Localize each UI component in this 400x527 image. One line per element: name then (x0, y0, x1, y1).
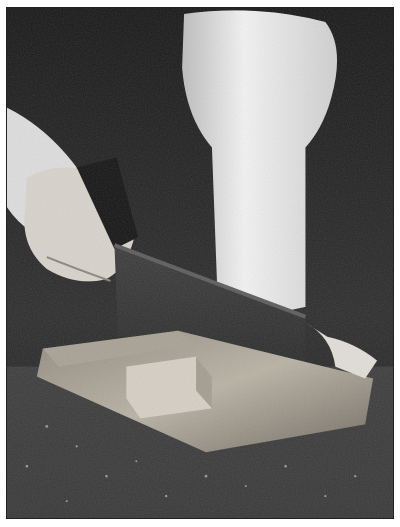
woodworking-photo (7, 8, 393, 518)
halftone-grain (7, 8, 393, 518)
photo-frame (6, 7, 394, 519)
